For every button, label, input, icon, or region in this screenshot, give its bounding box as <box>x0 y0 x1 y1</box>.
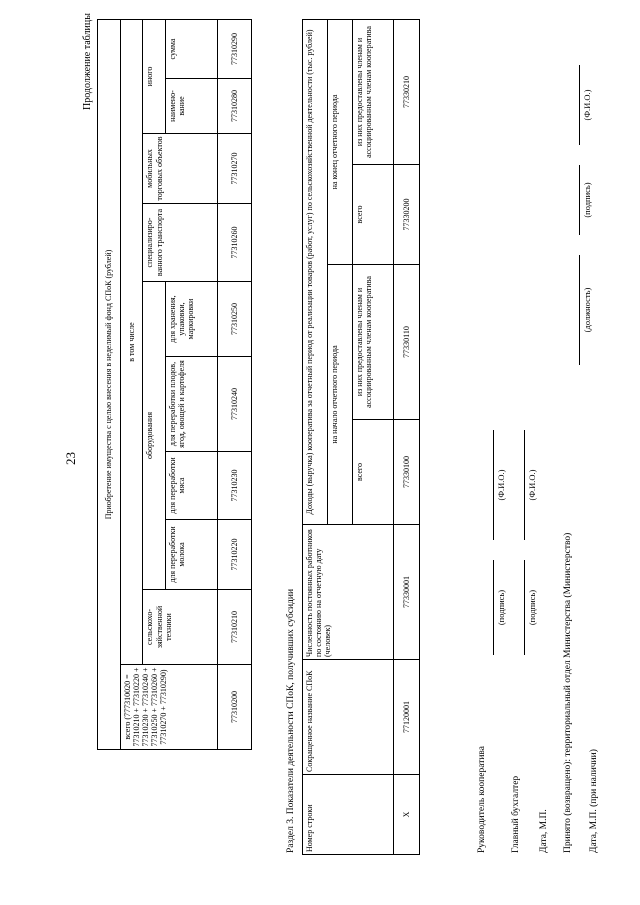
row-code-cell: 77330100 <box>394 420 420 525</box>
row-code-cell: 77330210 <box>394 19 420 164</box>
date-mp-optional-label: Дата, М.П. (при наличии) <box>589 749 599 853</box>
head-sign-caption: (подпись) <box>496 589 506 626</box>
head-sign-line <box>492 560 494 655</box>
code-cell: 77310240 <box>218 357 252 452</box>
accountant-fio-line <box>523 430 525 540</box>
fruit-header: для переработки плодов, ягод, овощей и картофеля <box>165 357 217 452</box>
table1-caption: Приобретение имущества с целью внесения в неделимый фонд СПоК (рублей) <box>98 20 121 750</box>
accepted-sign-caption: (подпись) <box>582 182 592 218</box>
code-cell: 77310200 <box>218 665 252 750</box>
mobile-header: мобильных торговых объектов <box>143 134 218 204</box>
start-members-header: из них предоставлены членам и ассоциированным членам кооператива <box>352 265 393 420</box>
staff-header: Численность постоянных работников по состоянию на отчетную дату (человек) <box>303 525 394 660</box>
accepted-fio-line <box>578 65 580 145</box>
head-fio-line <box>492 430 494 540</box>
total-header: всего (777310020 = 77310210 + 77310220 + 77310230 + 77310240 + 77310250 + 77310260 + 77310270 + 77310290) <box>120 665 217 750</box>
property-table <box>97 19 252 750</box>
page-number: 23 <box>63 452 78 465</box>
including-header: в том числе <box>120 20 143 665</box>
start-total-header: всего <box>352 420 393 525</box>
activity-table <box>302 19 420 855</box>
code-cell: 77310260 <box>218 204 252 282</box>
row-code-cell: 77330200 <box>394 165 420 265</box>
head-fio-caption: (Ф.И.О.) <box>496 469 506 501</box>
end-total-header: всего <box>352 165 393 265</box>
code-cell: 77310210 <box>218 590 252 665</box>
storage-header: для хранения, упаковки, маркировки <box>165 282 217 357</box>
milk-header: для переработки молока <box>165 520 217 590</box>
period-start-header: на начало отчетного периода <box>327 265 352 525</box>
accepted-sign-line <box>578 165 580 235</box>
continuation-label: Продолжение таблицы <box>82 13 93 110</box>
other-header: иного <box>143 20 166 134</box>
end-members-header: из них предоставлены членам и ассоциированным членам кооператива <box>352 19 393 164</box>
code-cell: 77310270 <box>218 134 252 204</box>
accountant-sign-caption: (подпись) <box>527 589 537 626</box>
other-sum-header: сумма <box>165 20 217 79</box>
other-name-header: наимено-вание <box>165 79 217 134</box>
accountant-sign-line <box>523 560 525 655</box>
equipment-header: оборудования <box>143 282 166 590</box>
agri-machinery-header: сельскохо-зяйственной техники <box>143 590 218 665</box>
row-code-cell: Х <box>394 775 420 855</box>
section3-title: Раздел 3. Показатели деятельности СПоК, получивших субсидии <box>286 588 296 853</box>
position-caption: (должность) <box>582 287 592 333</box>
transport-header: специализиро-ванного транспорта <box>143 204 218 282</box>
row-code-cell: 77330001 <box>394 525 420 660</box>
code-cell: 77310220 <box>218 520 252 590</box>
code-cell: 77310230 <box>218 452 252 520</box>
period-end-header: на конец отчетного периода <box>327 19 352 264</box>
income-header: Доходы (выручка) кооператива за отчетный период от реализации товаров (работ, услуг) по сельскохозяйственной деятельности (тыс. рублей) <box>303 19 328 524</box>
short-name-header: Сокращенное название СПоК <box>303 660 394 775</box>
accepted-label: Принято (возвращено): территориальный отдел Министерства (Министерство) <box>563 532 573 853</box>
accountant-label: Главный бухгалтер <box>511 775 521 853</box>
head-label: Руководитель кооператива <box>477 745 487 853</box>
row-number-header: Номер строки <box>303 775 394 855</box>
row-code-cell: 77330110 <box>394 265 420 420</box>
position-line <box>578 255 580 365</box>
meat-header: для переработки мяса <box>165 452 217 520</box>
code-cell: 77310250 <box>218 282 252 357</box>
code-cell: 77310290 <box>218 20 252 79</box>
accountant-fio-caption: (Ф.И.О.) <box>527 469 537 501</box>
date-mp-label: Дата, М.П. <box>539 809 549 853</box>
code-cell: 77310280 <box>218 79 252 134</box>
accepted-fio-caption: (Ф.И.О.) <box>582 89 592 121</box>
row-code-cell: 77120001 <box>394 660 420 775</box>
